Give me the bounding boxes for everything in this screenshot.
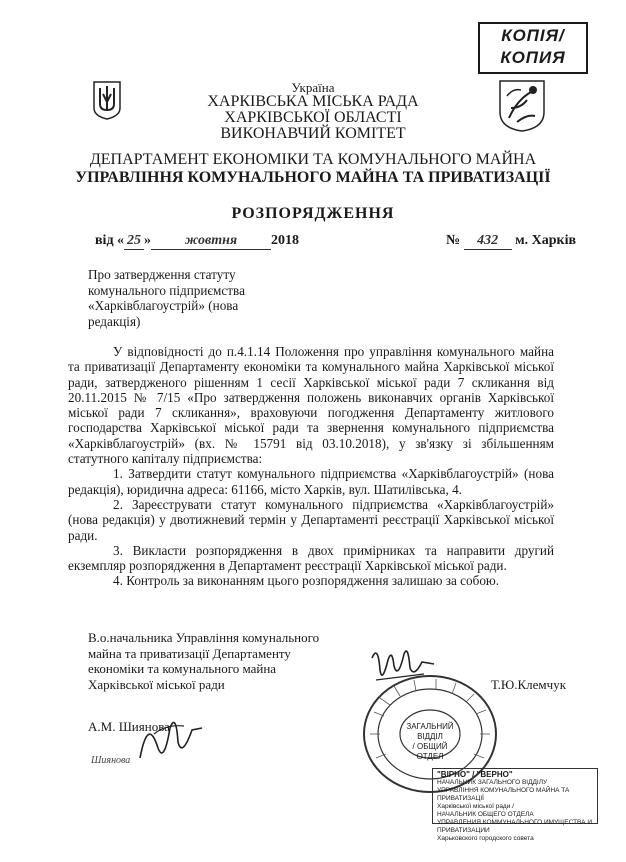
header-directorate: УПРАВЛІННЯ КОМУНАЛЬНОГО МАЙНА ТА ПРИВАТИЗАЦІЇ	[75, 169, 551, 186]
header-department: ДЕПАРТАМЕНТ ЕКОНОМІКИ ТА КОМУНАЛЬНОГО МАЙНА	[89, 151, 537, 168]
verno-line: НАЧАЛЬНИК ЗАГАЛЬНОГО ВІДДІЛУ	[437, 779, 548, 786]
date-day: 25	[124, 233, 144, 250]
verno-line: УПРАВЛЕНИЯ КОММУНАЛЬНОГО ИМУЩЕСТВА И ПРИВАТИЗАЦИИ	[437, 819, 592, 834]
signatory-name: Т.Ю.Клемчук	[491, 677, 567, 692]
body-text	[68, 344, 554, 589]
signatory-position-line: економіки та комунального майна	[88, 661, 277, 676]
date-year: 2018	[271, 233, 300, 248]
round-seal-text: ЗАГАЛЬНИЙ	[406, 722, 454, 731]
header-country: Україна	[291, 80, 335, 95]
number-prefix: №	[446, 233, 461, 248]
copy-stamp-line1: КОПІЯ/	[501, 26, 565, 45]
date-mid: »	[144, 233, 152, 248]
document-type: РОЗПОРЯДЖЕННЯ	[231, 205, 395, 222]
subject-line: редакція)	[88, 313, 141, 329]
verno-line: Харьковского городского совета	[437, 835, 534, 842]
subject-block	[88, 267, 258, 329]
certified-copy-stamp	[432, 768, 598, 842]
copy-stamp	[478, 22, 588, 74]
order-item-4: 4. Контроль за виконанням цього розпорядження залишаю за собою.	[113, 573, 500, 589]
round-seal-center	[400, 722, 460, 762]
header-council: ХАРКІВСЬКА МІСЬКА РАДА	[207, 93, 419, 110]
signatory-position	[88, 630, 319, 692]
order-item-1: 1. Затвердити статут комунального підприємства «Харківблагоустрій» (нова редакція), юридична адреса: 61166, місто Харків, вул. Шатилівська, 4.	[68, 466, 554, 497]
subject-line: «Харківблагоустрій» (нова	[88, 298, 239, 313]
header-committee: ВИКОНАВЧИЙ КОМІТЕТ	[220, 125, 406, 142]
subject-line: комунального підприємства	[88, 282, 245, 298]
preamble-paragraph: У відповідності до п.4.1.14 Положення про управління комунального майна та приватизації Департаменту економіки та комунального майна Харківської міської ради, затвердженого рішенням 1 сесії Харківської міської ради 7 скликання від 20.11.2015 № 7/15 «Про затвердження положень виконавчих органів Харківської міської ради 7 скликання», враховуючи погодження Департаменту житлового господарства Харківської міської ради та звернення комунального підприємства «Харківблагоустрій» (вх. № 15791 від 03.10.2018), у зв'язку зі збільшенням статутного капіталу підприємства:	[68, 344, 554, 467]
subject-line: Про затвердження статуту	[88, 267, 236, 282]
order-item-3: 3. Викласти розпорядження в двох примірниках та направити другий екземпляр розпорядження в Департамент реєстрації Харківської міської ради.	[68, 542, 554, 574]
date-line	[95, 233, 299, 250]
verno-line: Харківської міської ради /	[437, 803, 514, 810]
copy-stamp-line2: КОПИЯ	[500, 48, 566, 67]
approver-name: А.М. Шиянова	[88, 719, 170, 734]
signatory-position-line: Харківської міської ради	[88, 676, 225, 692]
verno-line: УПРАВЛІННЯ КОМУНАЛЬНОГО МАЙНА ТА ПРИВАТИЗАЦІЇ	[437, 787, 570, 802]
header-oblast: ХАРКІВСЬКОЇ ОБЛАСТІ	[224, 109, 402, 126]
signatory-position-line: В.о.начальника Управління комунального	[88, 630, 320, 645]
verno-line: НАЧАЛЬНИК ОБЩЕГО ОТДЕЛА	[437, 811, 534, 818]
date-month: жовтня	[151, 233, 271, 250]
city: м. Харків	[515, 233, 577, 248]
verno-title: "ВІРНО" / "ВЕРНО"	[437, 770, 513, 779]
number-line	[446, 233, 576, 250]
round-seal-text: ВІДДІЛ	[417, 732, 443, 741]
approver-scribble: Шиянова	[91, 755, 131, 766]
order-item-2: 2. Зареєструвати статут комунального підприємства «Харківблагоустрій» (нова редакція) у двотижневий термін у Департаменті реєстрації Харківської міської ради.	[68, 496, 554, 543]
date-prefix: від «	[95, 233, 125, 248]
approver-signature-image	[136, 708, 206, 772]
document-number: 432	[464, 233, 512, 250]
round-seal-text: / ОБЩИЙ ОТДЕЛ	[412, 742, 448, 761]
signatory-position-line: майна та приватизації Департаменту	[88, 645, 291, 661]
